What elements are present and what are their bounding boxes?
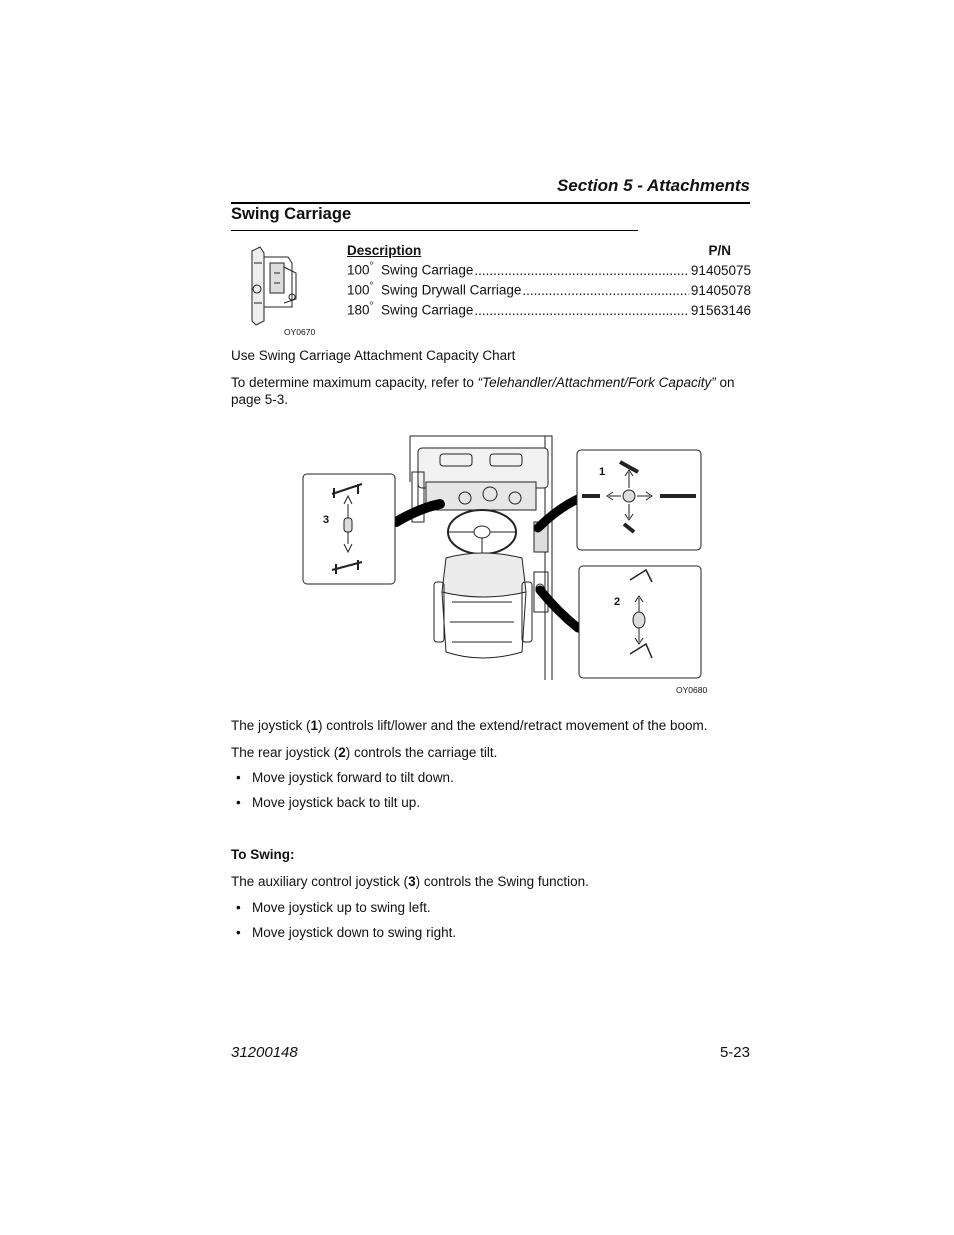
row-pn: 91405078 [690,282,751,298]
degree-symbol: ° [369,301,374,312]
swing-carriage-illustration [240,243,312,327]
table-row [347,281,751,301]
section-header [231,176,750,204]
bullet-glyph: • [236,925,241,940]
col-description: Description [347,243,422,258]
swing-carriage-thumbnail [240,243,316,338]
rear-joystick-paragraph: The rear joystick (2) controls the carriage tilt. [231,745,498,760]
dot-leader [474,263,689,278]
degree-symbol: ° [369,261,374,272]
joystick-paragraph: The joystick (1) controls lift/lower and the extend/retract movement of the boom. [231,718,708,733]
bullet-glyph: • [236,770,241,785]
figure-code: OY0680 [676,685,708,695]
row-description: Swing Carriage [381,302,474,318]
dot-leader [474,303,689,318]
callout-3: 3 [323,514,330,526]
bullet-glyph: • [236,900,241,915]
row-pn: 91563146 [690,302,751,318]
list-item: • Move joystick forward to tilt down. [236,770,454,785]
col-pn: P/N [708,243,731,258]
callout-2: 2 [614,596,621,608]
bullet-glyph: • [236,795,241,810]
row-angle: 100 [347,262,370,278]
row-angle: 100 [347,282,370,298]
callout-1: 1 [599,466,606,478]
row-description: Swing Carriage [381,262,474,278]
list-item: • Move joystick back to tilt up. [236,795,421,810]
row-angle: 180 [347,302,370,318]
list-item: • Move joystick down to swing right. [236,925,457,940]
cab-controls-figure [300,432,708,702]
row-description: Swing Drywall Carriage [381,282,522,298]
row-pn: 91405075 [690,262,751,278]
section-title: Section 5 - Attachments [556,176,750,195]
parts-table [347,243,751,321]
doc-number: 31200148 [231,1044,298,1061]
list-item: • Move joystick up to swing left. [236,900,431,915]
dot-leader [522,283,689,298]
to-swing-heading: To Swing: [231,847,295,862]
degree-symbol: ° [369,281,374,292]
table-row [347,261,751,281]
subsection-title: Swing Carriage [231,205,638,231]
cab-controls-illustration [300,432,705,684]
capacity-reference-link[interactable]: “Telehandler/Attachment/Fork Capacity” [477,375,716,390]
capacity-reference-paragraph: To determine maximum capacity, refer to “Telehandler/Attachment/Fork Capacity” on page 5-3. [231,375,735,407]
parts-table-header [347,243,751,261]
thumbnail-code: OY0670 [284,327,316,337]
auxiliary-joystick-paragraph: The auxiliary control joystick (3) controls the Swing function. [231,874,589,889]
page-number: 5-23 [719,1044,750,1061]
table-row [347,301,751,321]
capacity-chart-note: Use Swing Carriage Attachment Capacity Chart [231,348,516,363]
